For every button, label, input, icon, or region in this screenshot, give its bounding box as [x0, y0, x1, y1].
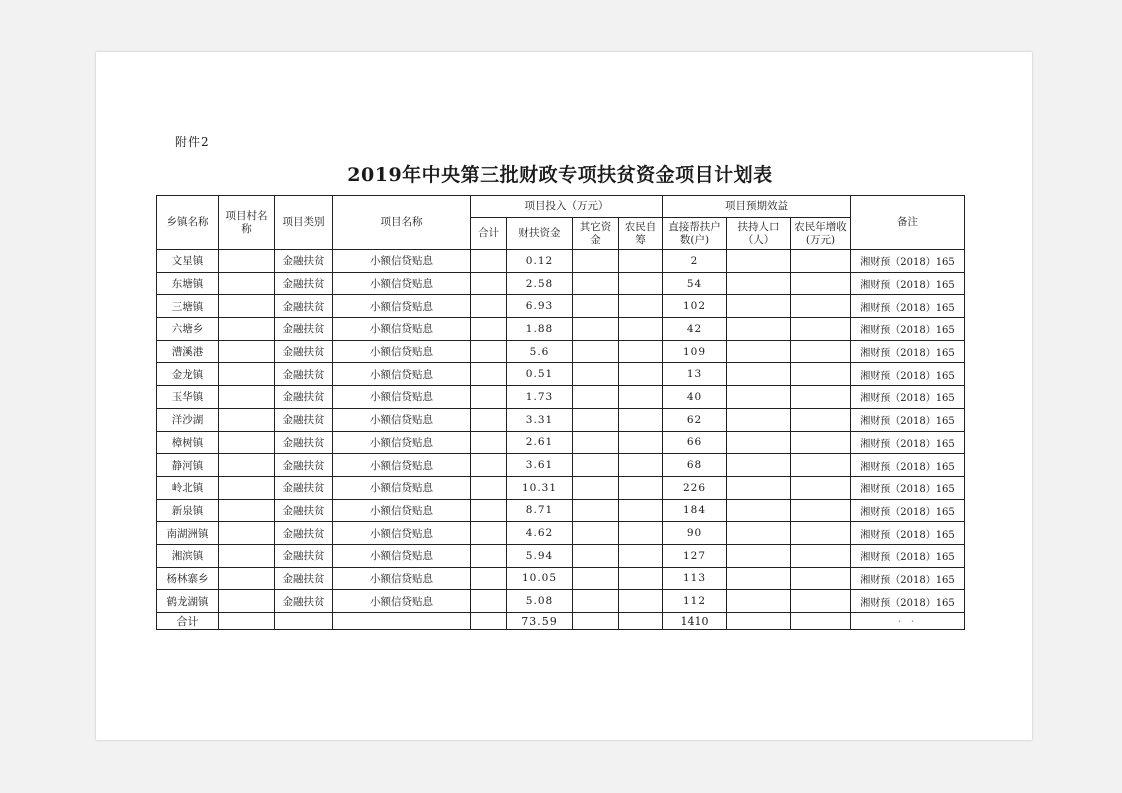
totals-remark-mark: · ·: [897, 614, 918, 628]
cell-category: 金融扶贫: [275, 476, 333, 499]
cell-income: [791, 522, 851, 545]
cell-total: [471, 318, 507, 341]
totals-total: [471, 613, 507, 630]
cell-project: 小额信贷贴息: [333, 295, 471, 318]
cell-village: [219, 295, 275, 318]
cell-other: [573, 454, 619, 477]
cell-self: [619, 408, 663, 431]
cell-project: 小额信贷贴息: [333, 318, 471, 341]
totals-other: [573, 613, 619, 630]
totals-households: 1410: [663, 613, 727, 630]
totals-category: [275, 613, 333, 630]
cell-total: [471, 250, 507, 273]
cell-fiscal: 4.62: [507, 522, 573, 545]
cell-other: [573, 590, 619, 613]
cell-self: [619, 431, 663, 454]
cell-category: 金融扶贫: [275, 250, 333, 273]
cell-township: 三塘镇: [157, 295, 219, 318]
cell-self: [619, 318, 663, 341]
cell-households: 66: [663, 431, 727, 454]
cell-village: [219, 408, 275, 431]
cell-category: 金融扶贫: [275, 408, 333, 431]
cell-category: 金融扶贫: [275, 295, 333, 318]
cell-other: [573, 499, 619, 522]
cell-population: [727, 567, 791, 590]
plan-table: [156, 195, 965, 630]
cell-township: 洋沙湖: [157, 408, 219, 431]
cell-population: [727, 295, 791, 318]
cell-total: [471, 590, 507, 613]
cell-remark: 湘财预（2018）165: [851, 272, 965, 295]
table-row: [157, 363, 965, 386]
cell-village: [219, 340, 275, 363]
cell-remark: 湘财预（2018）165: [851, 363, 965, 386]
cell-income: [791, 431, 851, 454]
cell-total: [471, 499, 507, 522]
cell-village: [219, 544, 275, 567]
cell-township: 新泉镇: [157, 499, 219, 522]
cell-township: 东塘镇: [157, 272, 219, 295]
cell-fiscal: 2.58: [507, 272, 573, 295]
cell-self: [619, 386, 663, 409]
cell-township: 金龙镇: [157, 363, 219, 386]
cell-income: [791, 318, 851, 341]
cell-households: 13: [663, 363, 727, 386]
cell-other: [573, 386, 619, 409]
cell-village: [219, 567, 275, 590]
cell-project: 小额信贷贴息: [333, 590, 471, 613]
table-row: [157, 590, 965, 613]
cell-category: 金融扶贫: [275, 363, 333, 386]
cell-other: [573, 340, 619, 363]
cell-remark: 湘财预（2018）165: [851, 295, 965, 318]
cell-fiscal: 2.61: [507, 431, 573, 454]
cell-project: 小额信贷贴息: [333, 567, 471, 590]
table-row: [157, 499, 965, 522]
table-row: [157, 272, 965, 295]
cell-village: [219, 363, 275, 386]
cell-project: 小额信贷贴息: [333, 363, 471, 386]
cell-total: [471, 295, 507, 318]
cell-category: 金融扶贫: [275, 272, 333, 295]
cell-fiscal: 8.71: [507, 499, 573, 522]
cell-fiscal: 0.12: [507, 250, 573, 273]
cell-project: 小额信贷贴息: [333, 386, 471, 409]
cell-fiscal: 5.08: [507, 590, 573, 613]
cell-total: [471, 476, 507, 499]
cell-self: [619, 295, 663, 318]
cell-total: [471, 567, 507, 590]
cell-total: [471, 272, 507, 295]
cell-fiscal: 10.31: [507, 476, 573, 499]
table-row: [157, 476, 965, 499]
cell-income: [791, 476, 851, 499]
cell-income: [791, 590, 851, 613]
cell-self: [619, 454, 663, 477]
cell-population: [727, 272, 791, 295]
cell-fiscal: 5.6: [507, 340, 573, 363]
cell-households: 54: [663, 272, 727, 295]
cell-total: [471, 544, 507, 567]
cell-township: 文星镇: [157, 250, 219, 273]
table-row: [157, 454, 965, 477]
cell-households: 112: [663, 590, 727, 613]
totals-village: [219, 613, 275, 630]
cell-income: [791, 295, 851, 318]
cell-project: 小额信贷贴息: [333, 522, 471, 545]
cell-population: [727, 590, 791, 613]
cell-township: 南湖洲镇: [157, 522, 219, 545]
cell-self: [619, 363, 663, 386]
cell-self: [619, 272, 663, 295]
cell-category: 金融扶贫: [275, 386, 333, 409]
cell-population: [727, 499, 791, 522]
cell-remark: 湘财预（2018）165: [851, 454, 965, 477]
cell-population: [727, 250, 791, 273]
cell-other: [573, 318, 619, 341]
col-income-increase: 农民年增收(万元): [791, 218, 851, 250]
cell-fiscal: 3.31: [507, 408, 573, 431]
totals-label: 合计: [157, 613, 219, 630]
cell-income: [791, 386, 851, 409]
totals-self: [619, 613, 663, 630]
cell-project: 小额信贷贴息: [333, 476, 471, 499]
cell-total: [471, 408, 507, 431]
cell-population: [727, 454, 791, 477]
cell-category: 金融扶贫: [275, 522, 333, 545]
cell-households: 90: [663, 522, 727, 545]
cell-population: [727, 408, 791, 431]
col-households: 直接帮扶户数(户): [663, 218, 727, 250]
cell-total: [471, 363, 507, 386]
cell-village: [219, 386, 275, 409]
cell-total: [471, 454, 507, 477]
cell-population: [727, 544, 791, 567]
cell-township: 樟树镇: [157, 431, 219, 454]
cell-self: [619, 544, 663, 567]
cell-total: [471, 386, 507, 409]
col-other-funds: 其它资金: [573, 218, 619, 250]
cell-remark: 湘财预（2018）165: [851, 431, 965, 454]
table-row: [157, 544, 965, 567]
cell-self: [619, 499, 663, 522]
cell-project: 小额信贷贴息: [333, 408, 471, 431]
col-category: 项目类别: [275, 196, 333, 250]
cell-fiscal: 0.51: [507, 363, 573, 386]
table-row: [157, 408, 965, 431]
col-village: 项目村名称: [219, 196, 275, 250]
col-group-investment: 项目投入（万元）: [471, 196, 663, 218]
cell-fiscal: 3.61: [507, 454, 573, 477]
cell-fiscal: 10.05: [507, 567, 573, 590]
cell-village: [219, 476, 275, 499]
cell-remark: 湘财预（2018）165: [851, 567, 965, 590]
cell-population: [727, 431, 791, 454]
cell-other: [573, 295, 619, 318]
cell-remark: 湘财预（2018）165: [851, 476, 965, 499]
cell-households: 68: [663, 454, 727, 477]
cell-income: [791, 340, 851, 363]
col-farmer-self: 农民自筹: [619, 218, 663, 250]
cell-population: [727, 522, 791, 545]
cell-village: [219, 250, 275, 273]
cell-population: [727, 318, 791, 341]
cell-remark: 湘财预（2018）165: [851, 522, 965, 545]
col-total: 合计: [471, 218, 507, 250]
table-row: [157, 522, 965, 545]
cell-category: 金融扶贫: [275, 544, 333, 567]
totals-project: [333, 613, 471, 630]
cell-category: 金融扶贫: [275, 431, 333, 454]
cell-project: 小额信贷贴息: [333, 499, 471, 522]
cell-village: [219, 318, 275, 341]
cell-self: [619, 340, 663, 363]
cell-remark: 湘财预（2018）165: [851, 544, 965, 567]
cell-township: 漕溪港: [157, 340, 219, 363]
cell-households: 127: [663, 544, 727, 567]
cell-township: 静河镇: [157, 454, 219, 477]
cell-population: [727, 476, 791, 499]
cell-other: [573, 363, 619, 386]
cell-population: [727, 386, 791, 409]
cell-remark: 湘财预（2018）165: [851, 340, 965, 363]
cell-township: 鹤龙湖镇: [157, 590, 219, 613]
cell-fiscal: 1.73: [507, 386, 573, 409]
cell-township: 岭北镇: [157, 476, 219, 499]
cell-village: [219, 590, 275, 613]
cell-self: [619, 567, 663, 590]
cell-households: 109: [663, 340, 727, 363]
cell-households: 42: [663, 318, 727, 341]
table-row: [157, 386, 965, 409]
cell-total: [471, 340, 507, 363]
cell-households: 102: [663, 295, 727, 318]
cell-category: 金融扶贫: [275, 318, 333, 341]
cell-income: [791, 272, 851, 295]
table-row: [157, 318, 965, 341]
cell-category: 金融扶贫: [275, 567, 333, 590]
cell-households: 226: [663, 476, 727, 499]
cell-income: [791, 363, 851, 386]
cell-township: 六塘乡: [157, 318, 219, 341]
cell-fiscal: 1.88: [507, 318, 573, 341]
cell-self: [619, 590, 663, 613]
cell-project: 小额信贷贴息: [333, 544, 471, 567]
cell-village: [219, 431, 275, 454]
cell-other: [573, 408, 619, 431]
cell-township: 湘滨镇: [157, 544, 219, 567]
cell-households: 62: [663, 408, 727, 431]
cell-remark: 湘财预（2018）165: [851, 386, 965, 409]
cell-households: 113: [663, 567, 727, 590]
cell-project: 小额信贷贴息: [333, 454, 471, 477]
totals-income: [791, 613, 851, 630]
col-remarks: 备注: [851, 196, 965, 250]
col-group-benefit: 项目预期效益: [663, 196, 851, 218]
cell-fiscal: 6.93: [507, 295, 573, 318]
cell-self: [619, 250, 663, 273]
cell-other: [573, 250, 619, 273]
totals-fiscal: 73.59: [507, 613, 573, 630]
cell-category: 金融扶贫: [275, 499, 333, 522]
col-township: 乡镇名称: [157, 196, 219, 250]
cell-total: [471, 431, 507, 454]
cell-households: 2: [663, 250, 727, 273]
cell-category: 金融扶贫: [275, 454, 333, 477]
cell-income: [791, 544, 851, 567]
col-population: 扶持人口（人）: [727, 218, 791, 250]
totals-row: [157, 613, 965, 630]
cell-remark: 湘财预（2018）165: [851, 408, 965, 431]
cell-other: [573, 522, 619, 545]
table-row: [157, 295, 965, 318]
cell-other: [573, 476, 619, 499]
table-row: [157, 250, 965, 273]
cell-income: [791, 250, 851, 273]
cell-village: [219, 522, 275, 545]
cell-remark: 湘财预（2018）165: [851, 590, 965, 613]
cell-remark: 湘财预（2018）165: [851, 499, 965, 522]
cell-village: [219, 499, 275, 522]
table-row: [157, 340, 965, 363]
cell-other: [573, 272, 619, 295]
totals-population: [727, 613, 791, 630]
cell-households: 184: [663, 499, 727, 522]
table-row: [157, 567, 965, 590]
cell-income: [791, 499, 851, 522]
cell-total: [471, 522, 507, 545]
cell-fiscal: 5.94: [507, 544, 573, 567]
cell-remark: 湘财预（2018）165: [851, 250, 965, 273]
col-fiscal-funds: 财扶资金: [507, 218, 573, 250]
cell-self: [619, 522, 663, 545]
cell-self: [619, 476, 663, 499]
cell-project: 小额信贷贴息: [333, 250, 471, 273]
cell-other: [573, 567, 619, 590]
table-row: [157, 431, 965, 454]
cell-other: [573, 544, 619, 567]
cell-income: [791, 454, 851, 477]
cell-village: [219, 454, 275, 477]
cell-category: 金融扶贫: [275, 340, 333, 363]
cell-households: 40: [663, 386, 727, 409]
cell-remark: 湘财预（2018）165: [851, 318, 965, 341]
cell-project: 小额信贷贴息: [333, 431, 471, 454]
totals-remark: [851, 613, 965, 630]
cell-project: 小额信贷贴息: [333, 272, 471, 295]
attachment-label: 附件2: [175, 135, 210, 149]
cell-other: [573, 431, 619, 454]
cell-township: 玉华镇: [157, 386, 219, 409]
cell-category: 金融扶贫: [275, 590, 333, 613]
cell-income: [791, 408, 851, 431]
cell-township: 杨林寨乡: [157, 567, 219, 590]
document-title: 2019年中央第三批财政专项扶贫资金项目计划表: [347, 164, 773, 186]
cell-income: [791, 567, 851, 590]
cell-project: 小额信贷贴息: [333, 340, 471, 363]
cell-village: [219, 272, 275, 295]
col-project-name: 项目名称: [333, 196, 471, 250]
cell-population: [727, 340, 791, 363]
cell-population: [727, 363, 791, 386]
